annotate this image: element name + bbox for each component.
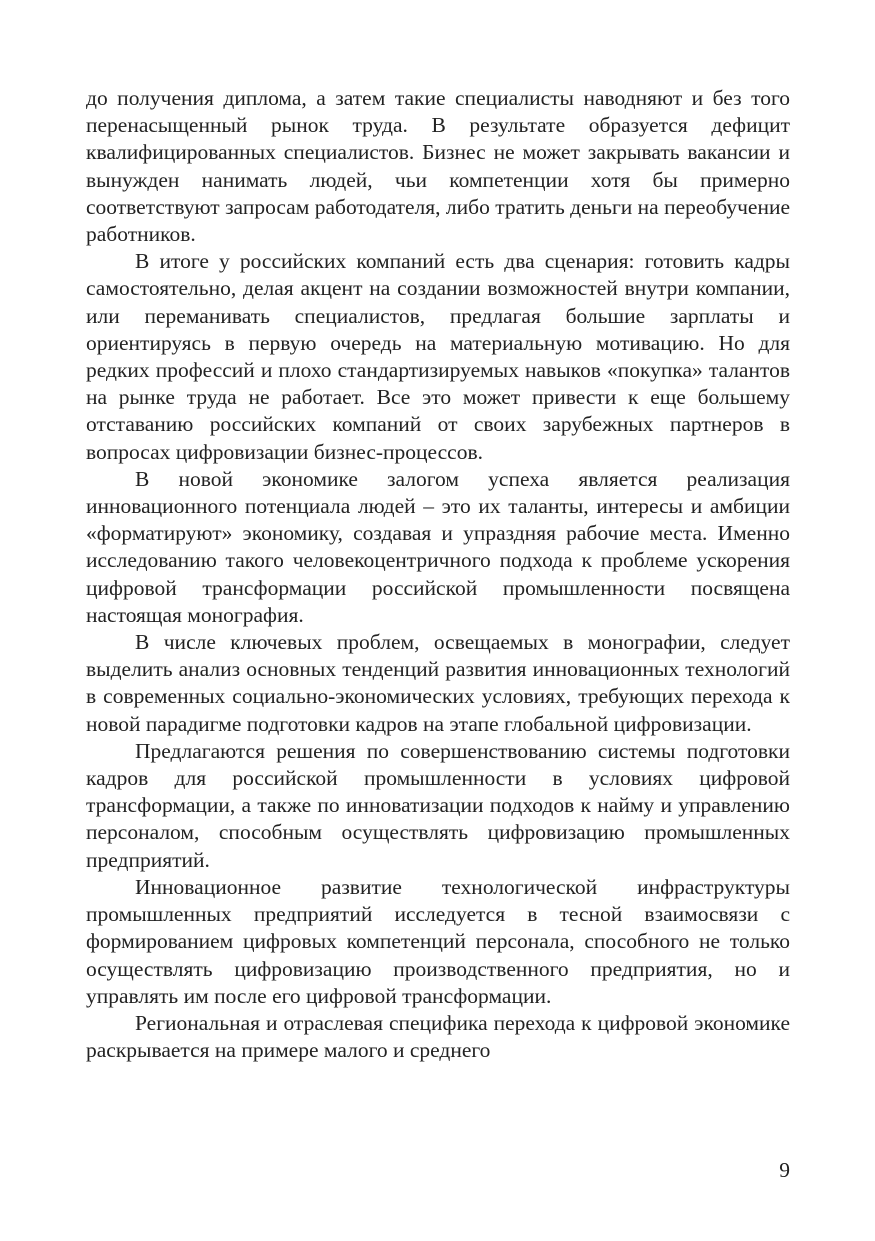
document-body (86, 85, 790, 1064)
page-number: 9 (779, 1158, 790, 1182)
paragraph-4: В числе ключевых проблем, освещаемых в монографии, следует выделить анализ основных тенденций развития инновационных технологий в современных социально-экономических условиях, требующих перехода к новой парадигме подготовки кадров на этапе глобальной цифровизации. (86, 630, 790, 736)
paragraph-3: В новой экономике залогом успеха является реализация инновационного потенциала людей – это их таланты, интересы и амбиции «форматируют» экономику, создавая и упраздняя рабочие места. Именно исследованию такого человекоцентричного подхода к проблеме ускорения цифровой трансформации российской промышленности посвящена настоящая монография. (86, 466, 790, 627)
paragraph-1: до получения диплома, а затем такие специалисты наводняют и без того перенасыщенный рынок труда. В результате образуется дефицит квалифицированных специалистов. Бизнес не может закрывать вакансии и вынужден нанимать людей, чьи компетенции хотя бы примерно соответствуют запросам работодателя, либо тратить деньги на переобучение работников. (86, 86, 790, 247)
paragraph-2: В итоге у российских компаний есть два сценария: готовить кадры самостоятельно, делая акцент на создании возможностей внутри компании, или переманивать специалистов, предлагая большие зарплаты и ориентируясь в первую очередь на материальную мотивацию. Но для редких профессий и плохо стандартизируемых навыков «покупка» талантов на рынке труда не работает. Все это может привести к еще большему отставанию российских компаний от своих зарубежных партнеров в вопросах цифровизации бизнес-процессов. (86, 249, 790, 464)
paragraph-5: Предлагаются решения по совершенствованию системы подготовки кадров для российской промышленности в условиях цифровой трансформации, а также по инноватизации подходов к найму и управлению персоналом, способным осуществлять цифровизацию промышленных предприятий. (86, 738, 790, 872)
paragraph-6: Инновационное развитие технологической инфраструктуры промышленных предприятий исследуется в тесной взаимосвязи с формированием цифровых компетенций персонала, способного не только осуществлять цифровизацию производственного предприятия, но и управлять им после его цифровой трансформации. (86, 874, 790, 1008)
paragraph-7: Региональная и отраслевая специфика перехода к цифровой экономике раскрывается на примере малого и среднего (86, 1010, 790, 1063)
